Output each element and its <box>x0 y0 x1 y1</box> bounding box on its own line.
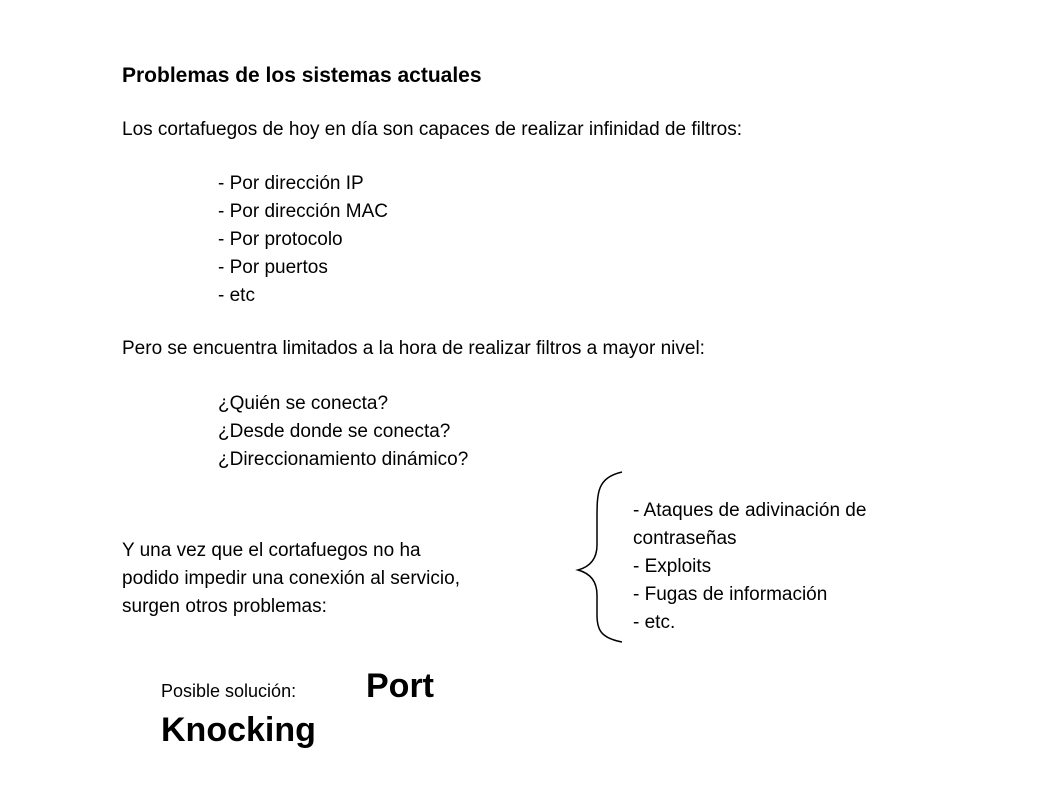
followup-line: surgen otros problemas: <box>122 596 327 617</box>
problem-item: - Ataques de adivinación de <box>633 500 867 521</box>
filter-item: - Por dirección MAC <box>218 201 388 222</box>
filter-item: - etc <box>218 285 255 306</box>
followup-line: Y una vez que el cortafuegos no ha <box>122 540 421 561</box>
curly-brace-icon <box>575 470 627 644</box>
limitation-text: Pero se encuentra limitados a la hora de realizar filtros a mayor nivel: <box>122 338 705 359</box>
filter-item: - Por protocolo <box>218 229 343 250</box>
solution-name-part2: Knocking <box>161 711 316 749</box>
followup-line: podido impedir una conexión al servicio, <box>122 568 460 589</box>
problem-item: contraseñas <box>633 528 737 549</box>
problem-list <box>633 497 866 637</box>
problem-item: - Exploits <box>633 556 712 577</box>
followup-paragraph <box>122 537 460 621</box>
filter-item: - Por puertos <box>218 257 328 278</box>
solution-label: Posible solución: <box>161 681 297 701</box>
question-item: ¿Quién se conecta? <box>218 393 389 414</box>
problem-item: - Fugas de información <box>633 584 828 605</box>
filter-list <box>218 170 388 310</box>
filter-item: - Por dirección IP <box>218 173 364 194</box>
question-item: ¿Desde donde se conecta? <box>218 421 451 442</box>
question-item: ¿Direccionamiento dinámico? <box>218 449 469 470</box>
solution-name-part1: Port <box>366 667 434 705</box>
question-list <box>218 390 468 474</box>
slide-title: Problemas de los sistemas actuales <box>122 64 482 87</box>
problem-item: - etc. <box>633 612 676 633</box>
intro-text: Los cortafuegos de hoy en día son capaces de realizar infinidad de filtros: <box>122 119 742 140</box>
